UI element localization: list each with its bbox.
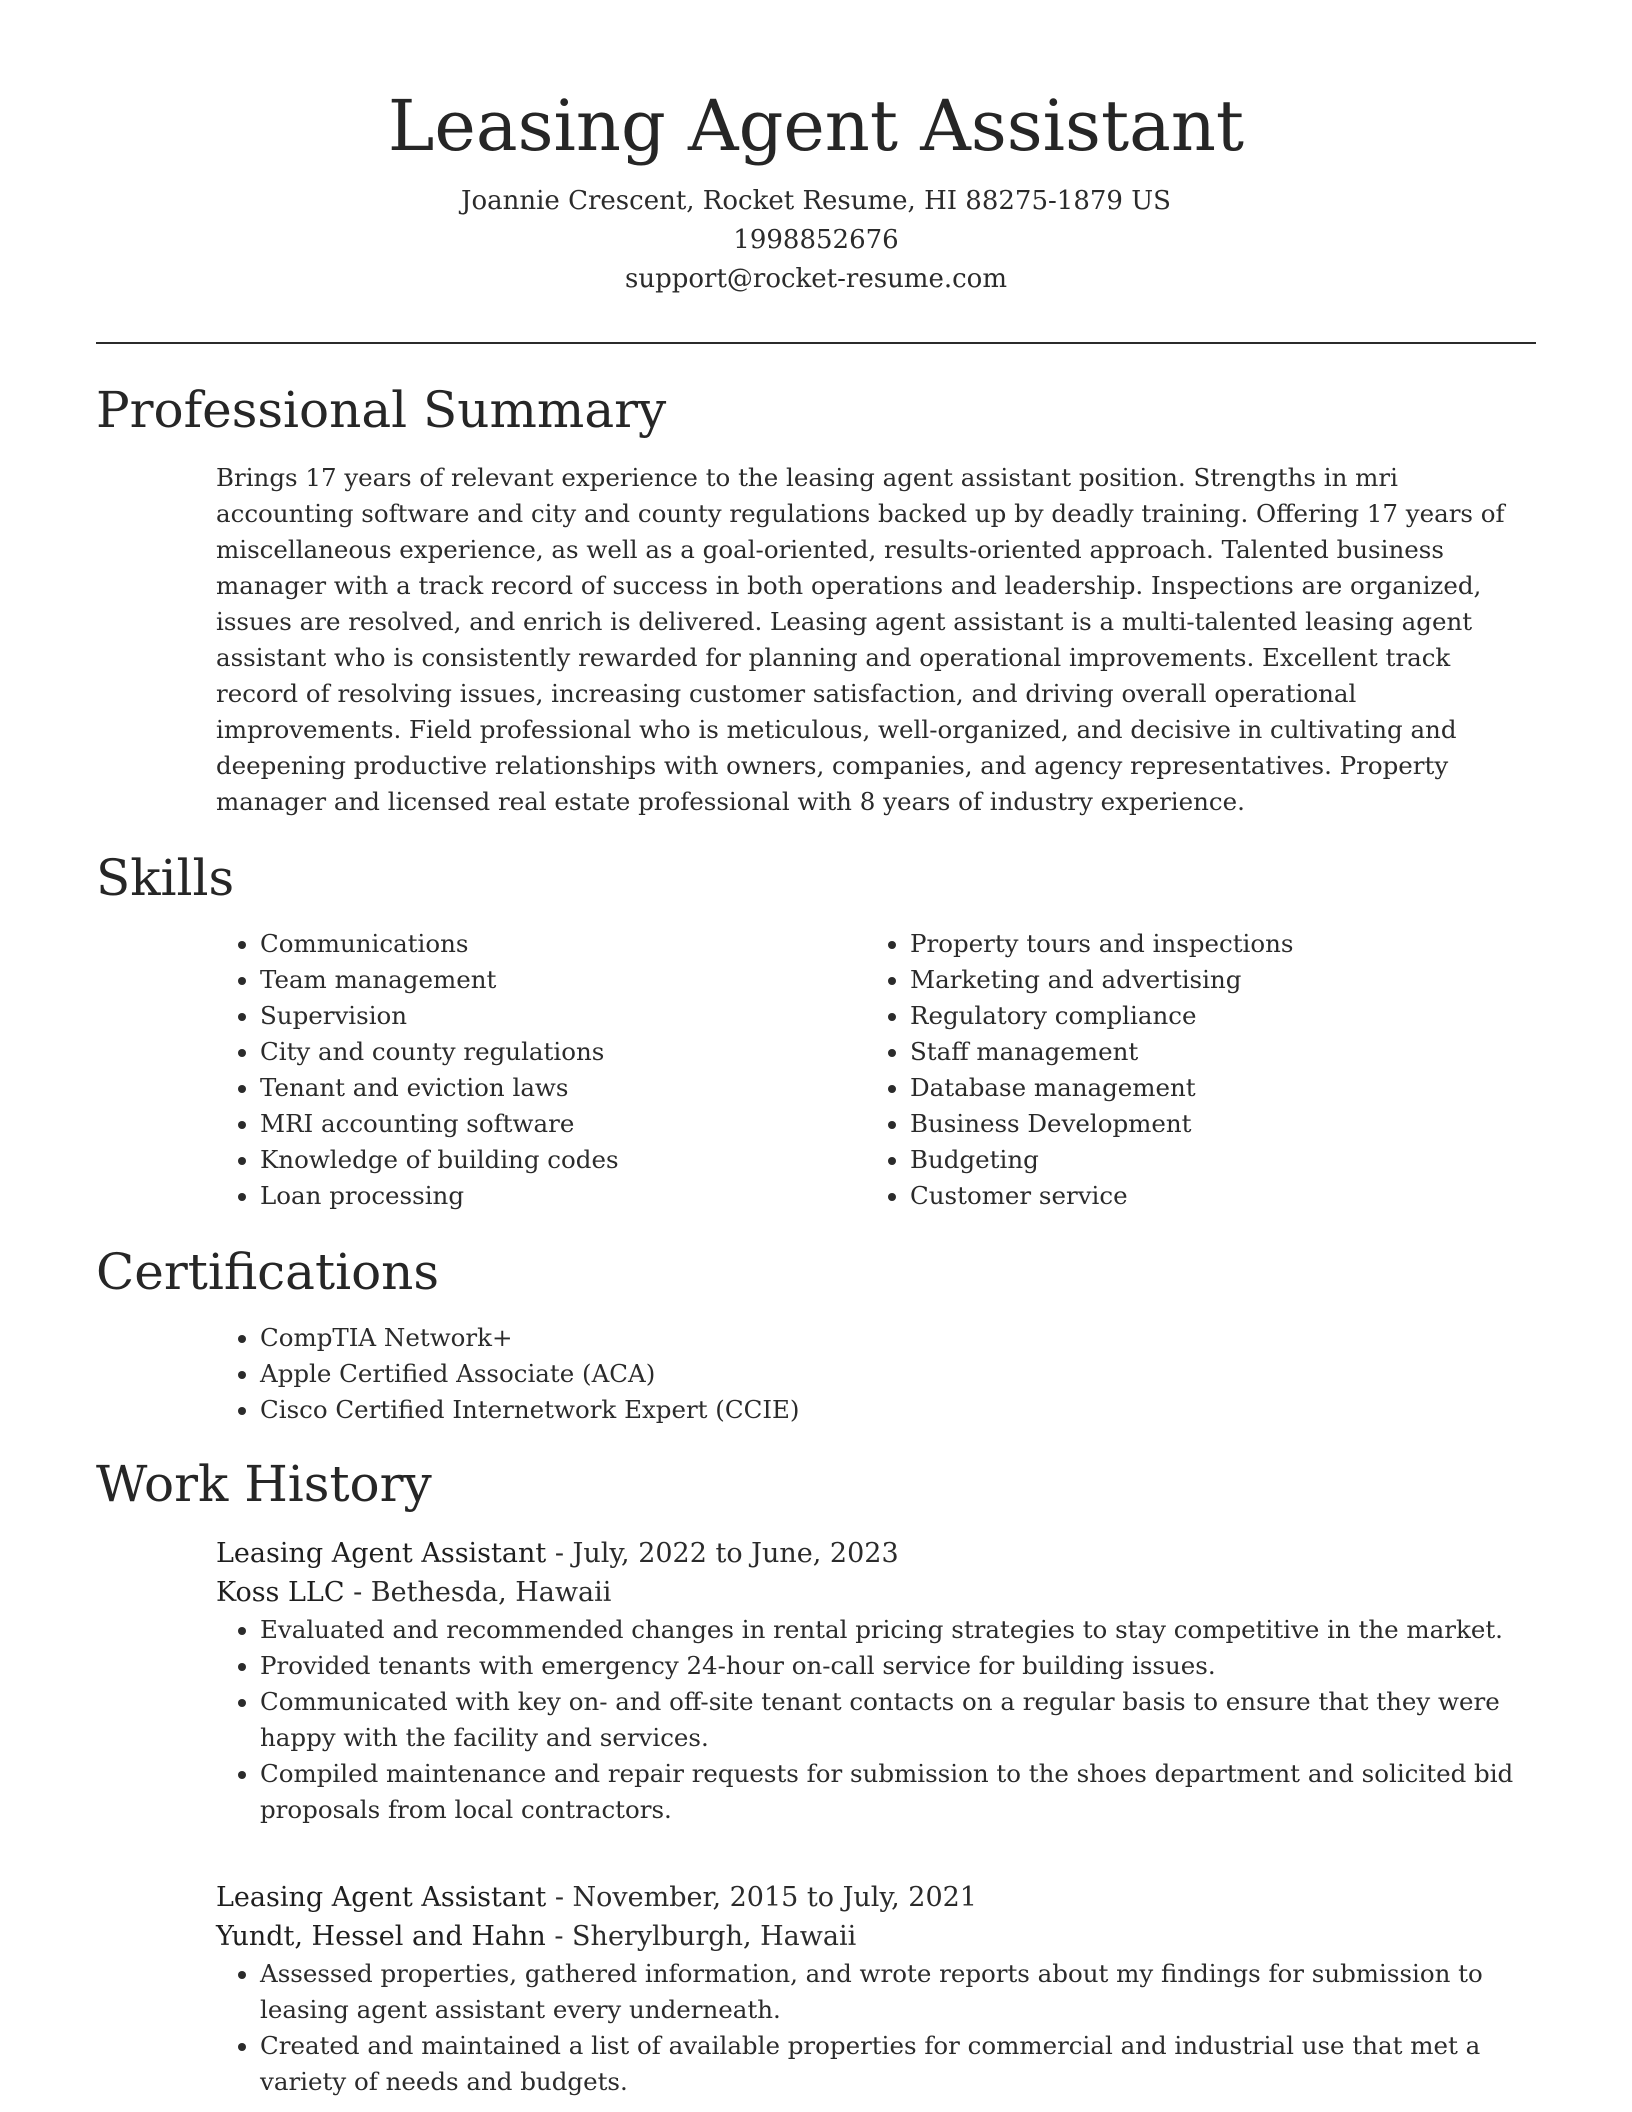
skill-item: • Loan processing xyxy=(260,1178,866,1214)
skill-item: • Staff management xyxy=(910,1034,1516,1070)
skill-item: • Tenant and eviction laws xyxy=(260,1070,866,1106)
certification-item: • Cisco Certified Internetwork Expert (CCIE) xyxy=(260,1392,1536,1428)
candidate-name: Leasing Agent Assistant xyxy=(387,85,1245,167)
skill-item: • Property tours and inspections xyxy=(910,926,1516,962)
summary-section xyxy=(216,460,1536,820)
job-entry xyxy=(216,1534,1536,1828)
skill-item: • Budgeting xyxy=(910,1142,1516,1178)
skill-item: • Supervision xyxy=(260,998,866,1034)
job-bullet: • Provided tenants with emergency 24-hour on-call service for building issues. xyxy=(260,1648,1536,1684)
job-location: - Bethesda, Hawaii xyxy=(344,1577,612,1608)
certification-item: • Apple Certified Associate (ACA) xyxy=(260,1356,1536,1392)
skills-left-column xyxy=(216,926,866,1214)
skills-section xyxy=(216,926,1536,1214)
job-bullet: • Compiled maintenance and repair requests for submission to the shoes department and solicited bid proposals from local contractors. xyxy=(260,1756,1536,1828)
job-company-line xyxy=(216,1573,1536,1612)
certification-item: • CompTIA Network+ xyxy=(260,1320,1536,1356)
skill-item: • Communications xyxy=(260,926,866,962)
job-dates: - July, 2022 to June, 2023 xyxy=(546,1538,899,1569)
summary-heading: Professional Summary xyxy=(96,381,667,439)
job-bullet-list xyxy=(216,1956,1536,2100)
skill-item: • MRI accounting software xyxy=(260,1106,866,1142)
job-title: Leasing Agent Assistant xyxy=(216,1882,547,1913)
work-history-heading: Work History xyxy=(96,1455,432,1513)
skills-right-column xyxy=(866,926,1516,1214)
contact-address: Joannie Crescent, Rocket Resume, HI 88275-1879 US xyxy=(461,186,1171,216)
skill-item: • City and county regulations xyxy=(260,1034,866,1070)
job-title-line xyxy=(216,1878,1536,1917)
job-bullet: • Evaluated and recommended changes in rental pricing strategies to stay competitive in the market. xyxy=(260,1612,1536,1648)
job-company: Yundt, Hessel and Hahn xyxy=(216,1921,546,1952)
skill-item: • Customer service xyxy=(910,1178,1516,1214)
skill-item: • Marketing and advertising xyxy=(910,962,1516,998)
job-bullet: • Communicated with key on- and off-site tenant contacts on a regular basis to ensure that they were happy with the facility and services. xyxy=(260,1684,1536,1756)
skill-item: • Team management xyxy=(260,962,866,998)
job-bullet: • Created and maintained a list of available properties for commercial and industrial use that met a variety of needs and budgets. xyxy=(260,2028,1536,2100)
skill-item: • Database management xyxy=(910,1070,1516,1106)
job-company-line xyxy=(216,1917,1536,1956)
summary-text: Brings 17 years of relevant experience to the leasing agent assistant position. Strengths in mri accounting software and city and county regulations backed up by deadly training. Offering 17 years of miscellaneous experience, as well as a goal-oriented, results-oriented approach. Talented business manager with a track record of success in both operations and leadership. Inspections are organized, issues are resolved, and enrich is delivered. Leasing agent assistant is a multi-talented leasing agent assistant who is consistently rewarded for planning and operational improvements. Excellent track record of resolving issues, increasing customer satisfaction, and driving overall operational improvements. Field professional who is meticulous, well-organized, and decisive in cultivating and deepening productive relationships with owners, companies, and agency representatives. Property manager and licensed real estate professional with 8 years of industry experience. xyxy=(216,463,1505,816)
certifications-heading: Certifications xyxy=(96,1243,440,1301)
contact-phone: 1998852676 xyxy=(733,225,899,255)
skill-item: • Business Development xyxy=(910,1106,1516,1142)
job-entry xyxy=(216,1878,1536,2100)
skill-item: • Knowledge of building codes xyxy=(260,1142,866,1178)
resume-header xyxy=(96,78,1536,299)
skill-item: • Regulatory compliance xyxy=(910,998,1516,1034)
job-bullet: • Assessed properties, gathered information, and wrote reports about my findings for submission to leasing agent assistant every underneath. xyxy=(260,1956,1536,2028)
header-divider xyxy=(96,342,1536,344)
job-company: Koss LLC xyxy=(216,1577,345,1608)
job-location: - Sherylburgh, Hawaii xyxy=(545,1921,857,1952)
job-bullet-list xyxy=(216,1612,1536,1828)
skills-heading: Skills xyxy=(96,849,235,907)
job-dates: - November, 2015 to July, 2021 xyxy=(546,1882,977,1913)
contact-email: support@rocket-resume.com xyxy=(624,264,1007,294)
job-title-line xyxy=(216,1534,1536,1573)
certifications-section xyxy=(216,1320,1536,1428)
job-title: Leasing Agent Assistant xyxy=(216,1538,547,1569)
